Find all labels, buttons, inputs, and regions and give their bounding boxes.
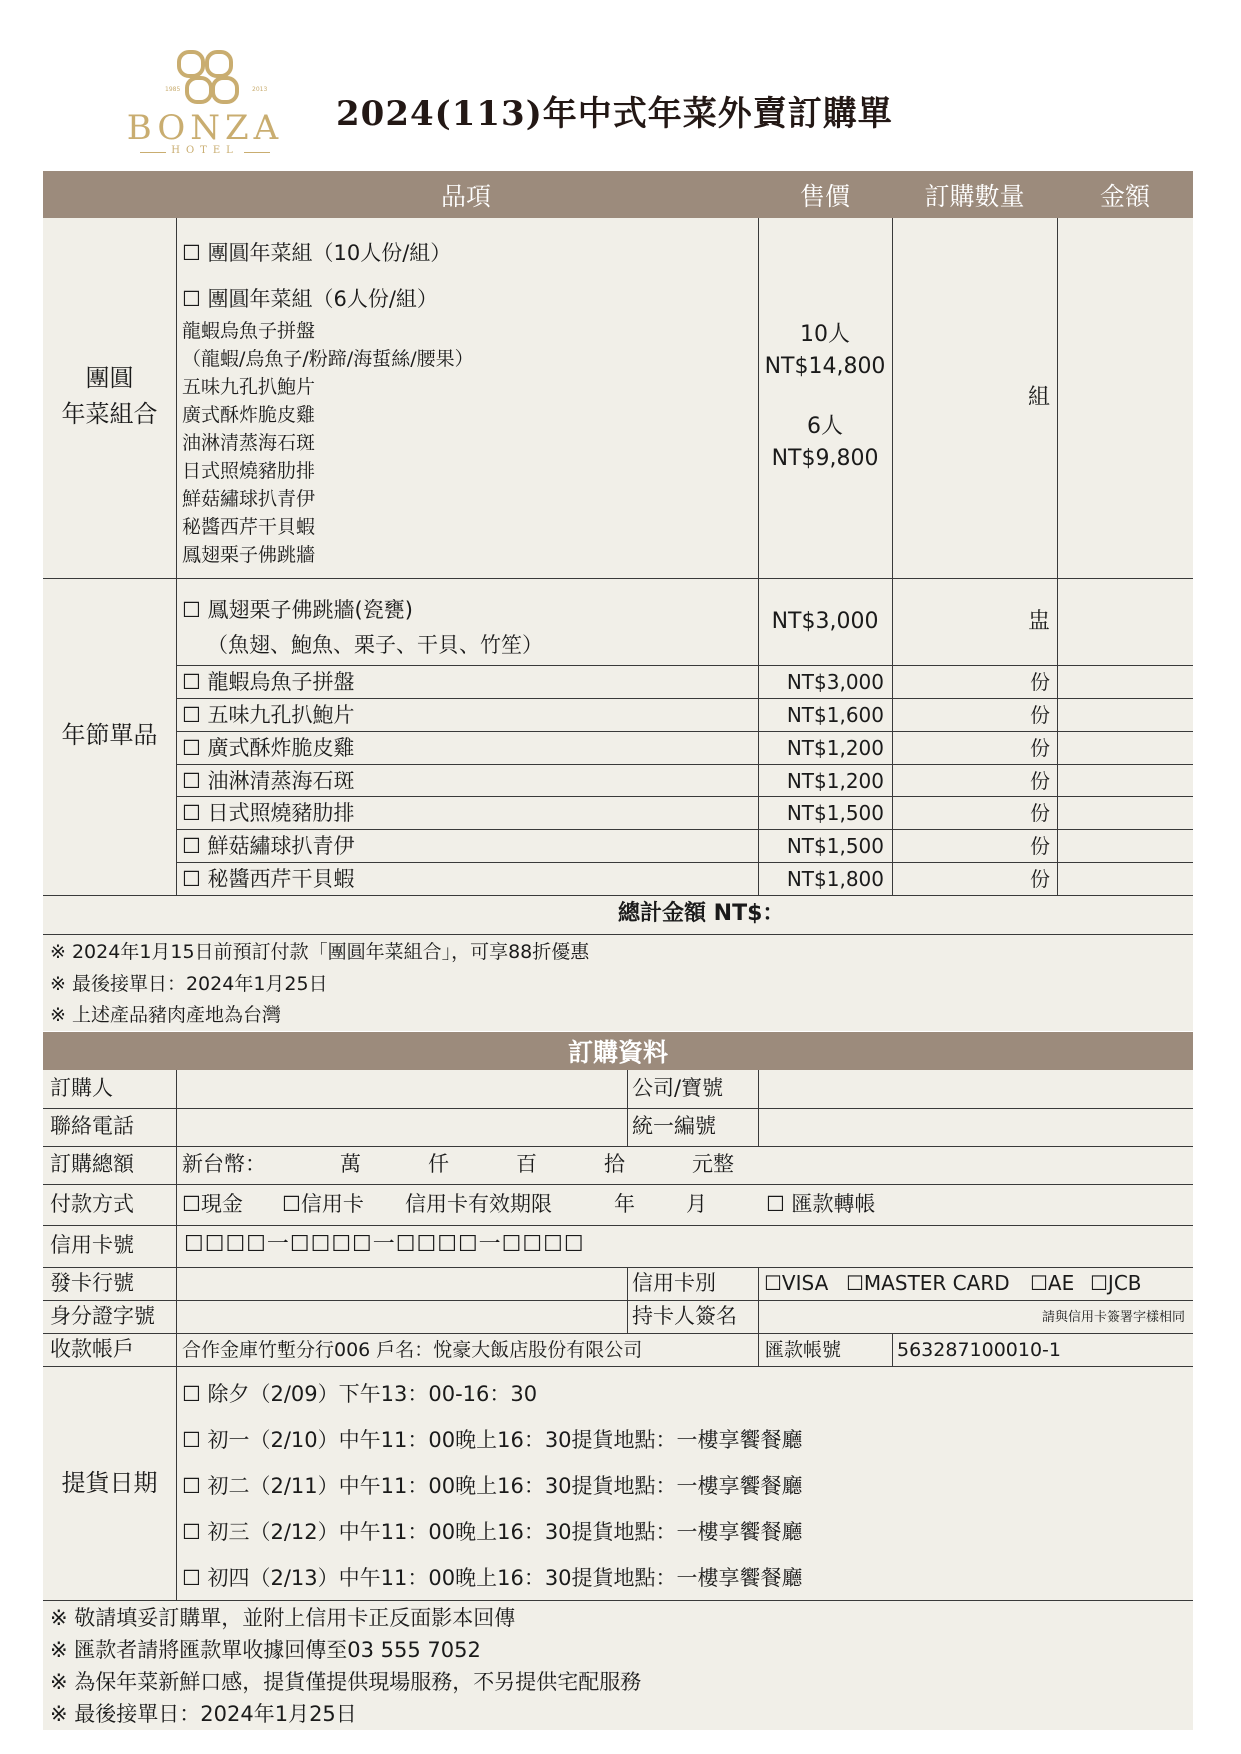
divider <box>176 829 1193 830</box>
single-item-unit: 份 <box>1030 801 1050 825</box>
total-currency: 新台幣： <box>182 1152 266 1176</box>
account-label: 收款帳戶 <box>50 1337 134 1361</box>
tax-id-label: 統一編號 <box>632 1114 716 1138</box>
single-item-name[interactable]: ☐ 油淋清蒸海石斑 <box>182 769 355 793</box>
set-dish: 五味九孔扒鮑片 <box>182 376 316 398</box>
single-item-name[interactable]: ☐ 廣式酥炸脆皮雞 <box>182 736 355 760</box>
order-header: 訂購資料 <box>43 1032 1193 1070</box>
total-unit-yuan: 元整 <box>692 1152 734 1176</box>
holder-sign-label: 持卡人簽名 <box>632 1304 737 1328</box>
brand-sub: HOTEL <box>140 145 270 156</box>
divider <box>176 218 177 895</box>
logo-est-left: 1985 <box>165 86 181 93</box>
page-title: 2024(113)年中式年菜外賣訂購單 <box>336 94 893 134</box>
header-qty: 訂購數量 <box>924 181 1025 211</box>
set-dish: 日式照燒豬肋排 <box>182 460 316 482</box>
phone-input[interactable] <box>177 1109 627 1146</box>
card-type-visa[interactable]: ☐VISA <box>764 1271 829 1295</box>
set-label-line1: 團圓 <box>85 364 134 392</box>
single-item-price: NT$1,500 <box>786 834 884 858</box>
divider <box>43 578 1193 579</box>
single-item-price: NT$1,500 <box>786 801 884 825</box>
order-total-label: 訂購總額 <box>50 1152 134 1176</box>
price-6: NT$9,800 <box>771 446 879 471</box>
divider <box>43 1600 1193 1601</box>
company-label: 公司/寶號 <box>632 1076 724 1100</box>
set-dish: 鳳翅栗子佛跳牆 <box>182 544 316 566</box>
buddha-item-name[interactable]: ☐ 鳳翅栗子佛跳牆(瓷甕) <box>182 598 413 622</box>
single-item-unit: 份 <box>1030 769 1050 793</box>
card-type-label: 信用卡別 <box>632 1271 716 1295</box>
note-line: ※ 敬請填妥訂購單，並附上信用卡正反面影本回傳 <box>50 1606 516 1630</box>
set-dish: 秘醬西芹干貝蝦 <box>182 516 316 538</box>
single-item-unit: 份 <box>1030 703 1050 727</box>
logo-est-right: 2013 <box>252 86 268 93</box>
single-item-unit: 份 <box>1030 670 1050 694</box>
buddha-unit: 盅 <box>1027 609 1050 634</box>
option-set-10[interactable]: ☐ 團圓年菜組（10人份/組） <box>182 241 452 265</box>
total-unit-bai: 百 <box>516 1152 537 1176</box>
divider <box>627 1070 628 1146</box>
divider <box>627 1267 628 1333</box>
card-no-label: 信用卡號 <box>50 1233 134 1257</box>
issuer-label: 發卡行號 <box>50 1271 134 1295</box>
set-dish: （龍蝦/烏魚子/粉蹄/海蜇絲/腰果） <box>182 348 474 370</box>
expiry-year: 年 <box>614 1192 635 1216</box>
hotel-logo-mark <box>175 50 241 108</box>
set-dish: 龍蝦烏魚子拼盤 <box>182 320 316 342</box>
divider <box>176 731 1193 732</box>
price-6-people: 6人 <box>807 414 843 439</box>
divider <box>892 1333 893 1366</box>
single-item-unit: 份 <box>1030 834 1050 858</box>
single-item-name[interactable]: ☐ 龍蝦烏魚子拼盤 <box>182 670 355 694</box>
id-no-input[interactable] <box>177 1301 627 1333</box>
single-item-unit: 份 <box>1030 867 1050 891</box>
company-input[interactable] <box>759 1071 1193 1108</box>
set-unit: 組 <box>1027 385 1050 410</box>
brand-name: BONZA <box>126 108 284 148</box>
note-line: ※ 上述產品豬肉產地為台灣 <box>50 1004 281 1026</box>
price-10: NT$14,800 <box>764 354 886 379</box>
divider <box>176 698 1193 699</box>
single-item-price: NT$1,200 <box>786 736 884 760</box>
orderer-input[interactable] <box>177 1071 627 1108</box>
issuer-input[interactable] <box>177 1268 627 1300</box>
note-line: ※ 2024年1月15日前預訂付款「團圓年菜組合」，可享88折優惠 <box>50 941 590 963</box>
phone-label: 聯絡電話 <box>50 1114 134 1138</box>
single-item-price: NT$1,200 <box>786 769 884 793</box>
tax-id-input[interactable] <box>759 1109 1193 1146</box>
payment-label: 付款方式 <box>50 1192 134 1216</box>
buddha-item-detail: （魚翅、鮑魚、栗子、干貝、竹笙） <box>207 633 543 657</box>
payment-cash-checkbox[interactable]: ☐現金 <box>182 1192 243 1216</box>
note-line: ※ 最後接單日：2024年1月25日 <box>50 1702 357 1726</box>
set-dish: 廣式酥炸脆皮雞 <box>182 404 316 426</box>
account-value: 合作金庫竹塹分行006 戶名：悅豪大飯店股份有限公司 <box>182 1339 643 1361</box>
set-label-line2: 年菜組合 <box>61 400 158 428</box>
payment-transfer-checkbox[interactable]: ☐ 匯款轉帳 <box>766 1192 876 1216</box>
total-label: 總計金額 NT$： <box>618 901 785 926</box>
divider <box>176 796 1193 797</box>
divider <box>176 665 1193 666</box>
single-label: 年節單品 <box>61 721 158 749</box>
single-item-price: NT$1,600 <box>786 703 884 727</box>
single-item-name[interactable]: ☐ 五味九孔扒鮑片 <box>182 703 355 727</box>
header-amount: 金額 <box>1099 181 1150 211</box>
divider <box>176 1070 177 1600</box>
card-type-master[interactable]: ☐MASTER CARD <box>846 1271 1010 1295</box>
payment-card-checkbox[interactable]: ☐信用卡 <box>282 1192 364 1216</box>
divider <box>43 1333 1193 1334</box>
set-dish: 鮮菇繡球扒青伊 <box>182 488 316 510</box>
remit-no: 563287100010-1 <box>897 1339 1062 1361</box>
note-line: ※ 為保年菜新鮮口感，提貨僅提供現場服務，不另提供宅配服務 <box>50 1670 642 1694</box>
note-line: ※ 最後接單日：2024年1月25日 <box>50 973 328 995</box>
single-item-name[interactable]: ☐ 鮮菇繡球扒青伊 <box>182 834 355 858</box>
card-type-ae[interactable]: ☐AE <box>1030 1271 1075 1295</box>
divider <box>43 1366 1193 1367</box>
pickup-label: 提貨日期 <box>61 1469 158 1497</box>
note-line: ※ 匯款者請將匯款單收據回傳至03 555 7052 <box>50 1638 481 1662</box>
card-no-input[interactable]: ☐☐☐☐一☐☐☐☐一☐☐☐☐一☐☐☐☐ <box>184 1232 585 1257</box>
divider <box>176 764 1193 765</box>
single-item-price: NT$3,000 <box>786 670 884 694</box>
price-10-people: 10人 <box>800 322 850 347</box>
header-price: 售價 <box>799 181 850 211</box>
pickup-option[interactable]: ☐ 初一（2/10）中午11：00晚上16：30提貨地點：一樓享饗餐廳 <box>182 1428 803 1452</box>
divider <box>176 862 1193 863</box>
divider <box>43 1146 1193 1147</box>
set-amount-input[interactable] <box>1057 218 1193 578</box>
expiry-month: 月 <box>686 1192 707 1216</box>
card-type-jcb[interactable]: ☐JCB <box>1090 1271 1142 1295</box>
set-dish: 油淋清蒸海石斑 <box>182 432 316 454</box>
sign-hint: 請與信用卡簽署字樣相同 <box>1041 1310 1185 1325</box>
option-set-6[interactable]: ☐ 團圓年菜組（6人份/組） <box>182 287 438 311</box>
header-item: 品項 <box>440 181 491 211</box>
divider <box>43 895 1193 896</box>
pickup-option[interactable]: ☐ 初二（2/11）中午11：00晚上16：30提貨地點：一樓享饗餐廳 <box>182 1474 803 1498</box>
divider <box>43 1184 1193 1185</box>
remit-no-label: 匯款帳號 <box>765 1339 842 1361</box>
pickup-option[interactable]: ☐ 初三（2/12）中午11：00晚上16：30提貨地點：一樓享饗餐廳 <box>182 1520 803 1544</box>
card-expiry-label: 信用卡有效期限 <box>405 1192 552 1216</box>
single-item-price: NT$1,800 <box>786 867 884 891</box>
divider <box>43 1225 1193 1226</box>
total-unit-qian: 仟 <box>428 1152 449 1176</box>
single-item-name[interactable]: ☐ 日式照燒豬肋排 <box>182 801 355 825</box>
pickup-option[interactable]: ☐ 除夕（2/09）下午13：00-16：30 <box>182 1382 538 1406</box>
orderer-label: 訂購人 <box>50 1076 113 1100</box>
buddha-price: NT$3,000 <box>771 609 879 634</box>
set-qty-input[interactable] <box>892 218 1057 578</box>
single-item-unit: 份 <box>1030 736 1050 760</box>
total-unit-wan: 萬 <box>340 1152 361 1176</box>
total-unit-shi: 拾 <box>604 1152 625 1176</box>
id-no-label: 身分證字號 <box>50 1304 155 1328</box>
single-item-name[interactable]: ☐ 秘醬西芹干貝蝦 <box>182 867 355 891</box>
pickup-option[interactable]: ☐ 初四（2/13）中午11：00晚上16：30提貨地點：一樓享饗餐廳 <box>182 1566 803 1590</box>
